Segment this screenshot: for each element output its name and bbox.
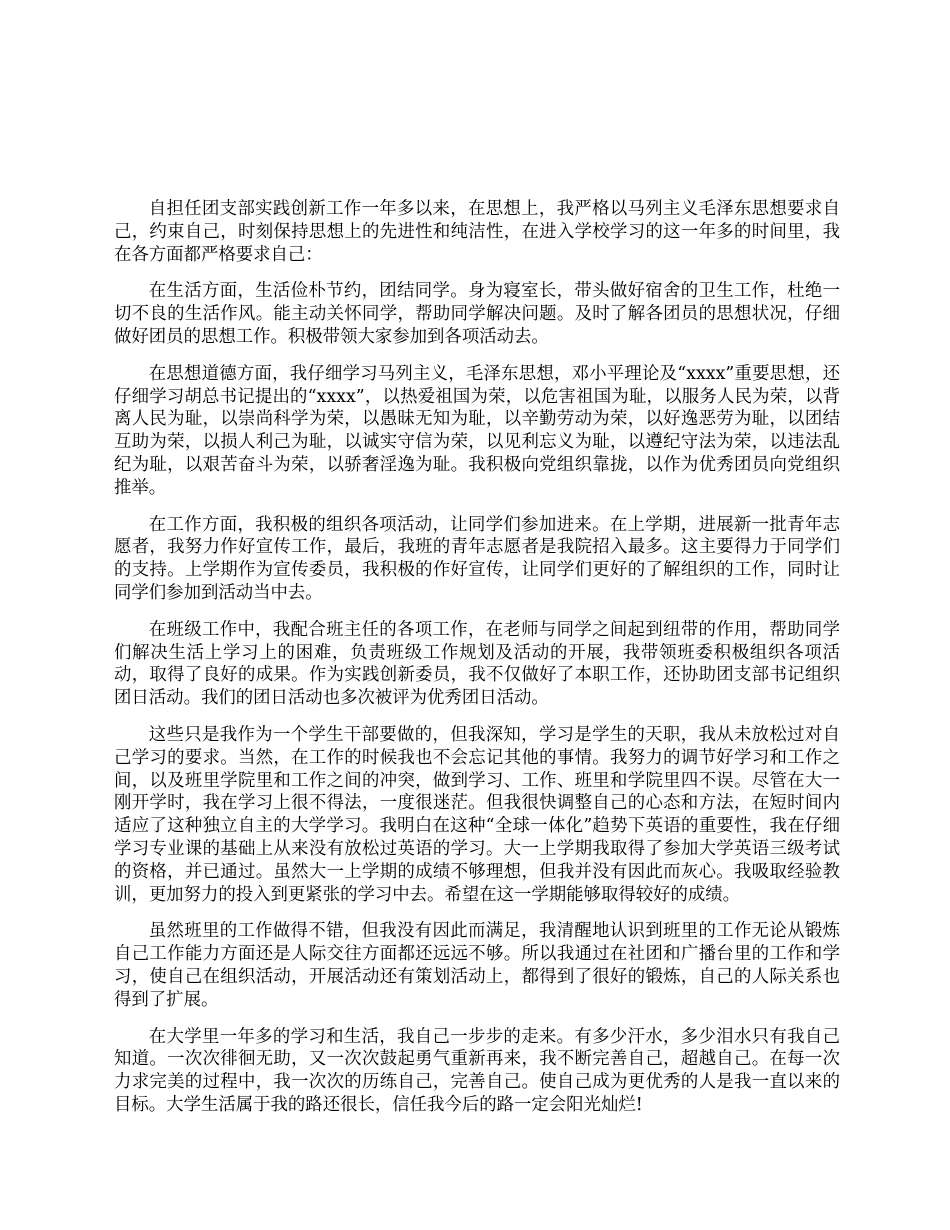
paragraph-study: 这些只是我作为一个学生干部要做的，但我深知，学习是学生的天职，我从未放松过对自己学习的要求。当然，在工作的时候我也不会忘记其他的事情。我努力的调节好学习和工作之间，以及班里学院里和工作之间的冲突，做到学习、工作、班里和学院里四不误。尽管在大一刚开学时，我在学习上很不得法，一度很迷茫。但我很快调整自己的心态和方法，在短时间内适应了这种独立自主的大学学习。我明白在这种“全球一体化”趋势下英语的重要性，我在仔细学习专业课的基础上从来没有放松过英语的学习。大一上学期我取得了参加大学英语三级考试的资格，并已通过。虽然大一上学期的成绩不够理想，但我并没有因此而灰心。我吸取经验教训，更加努力的投入到更紧张的学习中去。希望在这一学期能够取得较好的成绩。 [114, 724, 840, 905]
paragraph-self-improvement: 虽然班里的工作做得不错，但我没有因此而满足，我清醒地认识到班里的工作无论从锻炼自己工作能力方面还是人际交往方面都还远远不够。所以我通过在社团和广播台里的工作和学习，使自己在组织活动，开展活动还有策划活动上，都得到了很好的锻炼，自己的人际关系也得到了扩展。 [114, 921, 840, 1010]
paragraph-life: 在生活方面，生活俭朴节约，团结同学。身为寝室长，带头做好宿舍的卫生工作，杜绝一切不良的生活作风。能主动关怀同学，帮助同学解决问题。及时了解各团员的思想状况，仔细做好团员的思想工作。积极带领大家参加到各项活动去。 [114, 281, 840, 347]
document-body [114, 198, 840, 1131]
paragraph-intro: 自担任团支部实践创新工作一年多以来，在思想上，我严格以马列主义毛泽东思想要求自己，约束自己，时刻保持思想上的先进性和纯洁性，在进入学校学习的这一年多的时间里，我在各方面都严格要求自己： [114, 199, 840, 265]
paragraph-conclusion: 在大学里一年多的学习和生活，我自己一步步的走来。有多少汗水，多少泪水只有我自己知道。一次次徘徊无助，又一次次鼓起勇气重新再来，我不断完善自己，超越自己。在每一次力求完美的过程中，我一次次的历练自己，完善自己。使自己成为更优秀的人是我一直以来的目标。大学生活属于我的路还很长，信任我今后的路一定会阳光灿烂! [114, 1026, 840, 1115]
paragraph-work: 在工作方面，我积极的组织各项活动，让同学们参加进来。在上学期，进展新一批青年志愿者，我努力作好宣传工作，最后，我班的青年志愿者是我院招入最多。这主要得力于同学们的支持。上学期作为宣传委员，我积极的作好宣传，让同学们更好的了解组织的工作，同时让同学们参加到活动当中去。 [114, 514, 840, 603]
paragraph-class-work: 在班级工作中，我配合班主任的各项工作，在老师与同学之间起到纽带的作用，帮助同学们解决生活上学习上的困难，负责班级工作规划及活动的开展，我带领班委积极组织各项活动，取得了良好的成果。作为实践创新委员，我不仅做好了本职工作，还协助团支部书记组织团日活动。我们的团日活动也多次被评为优秀团日活动。 [114, 619, 840, 709]
paragraph-ideology-morality: 在思想道德方面，我仔细学习马列主义，毛泽东思想，邓小平理论及“xxxx”重要思想，还仔细学习胡总书记提出的“xxxx”，以热爱祖国为荣，以危害祖国为耻，以服务人民为荣，以背离人民为耻，以崇尚科学为荣，以愚昧无知为耻，以辛勤劳动为荣，以好逸恶劳为耻，以团结互助为荣，以损人利己为耻，以诚实守信为荣，以见利忘义为耻，以遵纪守法为荣，以违法乱纪为耻，以艰苦奋斗为荣，以骄奢淫逸为耻。我积极向党组织靠拢，以作为优秀团员向党组织推举。 [114, 363, 840, 498]
